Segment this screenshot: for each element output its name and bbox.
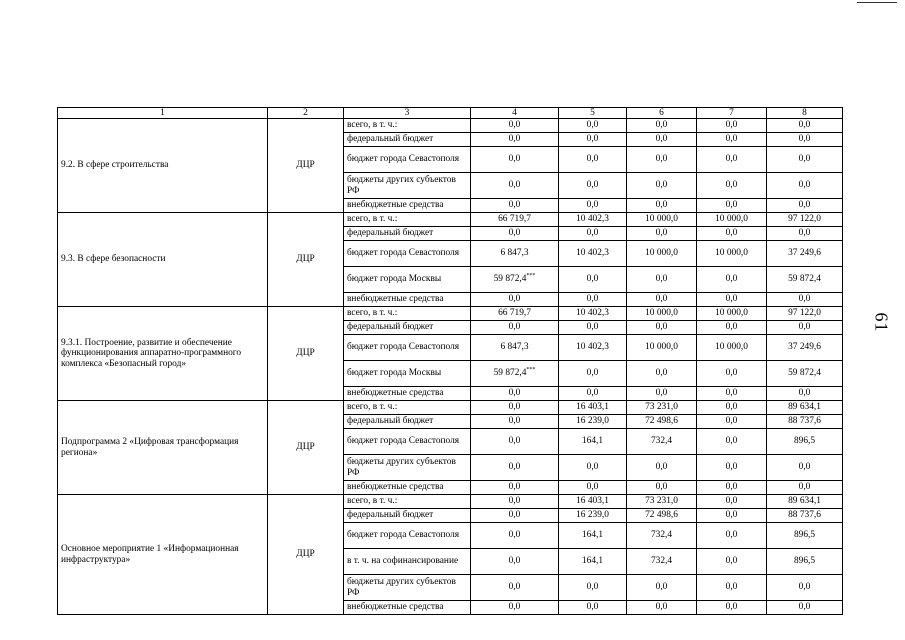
value-cell: 0,0 bbox=[767, 387, 843, 401]
measure-name: Основное мероприятие 1 «Информационная инфраструктура» bbox=[58, 495, 268, 615]
funding-source: всего, в т. ч.: bbox=[344, 401, 471, 415]
table-row bbox=[58, 495, 843, 509]
column-header: 7 bbox=[697, 108, 767, 119]
table-row bbox=[58, 307, 843, 321]
value-cell: 0,0 bbox=[471, 387, 559, 401]
value-cell: 10 402,3 bbox=[559, 213, 627, 227]
value-cell: 0,0 bbox=[697, 227, 767, 241]
funding-source: бюджеты других субъектов РФ bbox=[344, 455, 471, 481]
value-cell: 0,0 bbox=[559, 199, 627, 213]
value-cell: 0,0 bbox=[471, 133, 559, 147]
value-cell: 0,0 bbox=[471, 429, 559, 455]
funding-source: внебюджетные средства bbox=[344, 601, 471, 615]
page-number: 61 bbox=[871, 312, 892, 333]
value-cell: 0,0 bbox=[767, 321, 843, 335]
value-cell: 0,0 bbox=[767, 199, 843, 213]
value-cell: 89 634,1 bbox=[767, 401, 843, 415]
value-cell: 0,0 bbox=[697, 321, 767, 335]
value-cell: 16 403,1 bbox=[559, 495, 627, 509]
value-cell: 164,1 bbox=[559, 549, 627, 575]
responsible-executor: ДЦР bbox=[268, 213, 344, 307]
value-cell: 10 000,0 bbox=[627, 335, 697, 361]
value-cell: 10 402,3 bbox=[559, 241, 627, 267]
value-cell: 732,4 bbox=[627, 523, 697, 549]
value-cell: 0,0 bbox=[471, 401, 559, 415]
value-cell: 0,0 bbox=[697, 509, 767, 523]
value-cell: 0,0 bbox=[471, 575, 559, 601]
value-cell: 896,5 bbox=[767, 429, 843, 455]
measure-name: 9.3.1. Построение, развитие и обеспечение функционирования аппаратно-программного комплекса «Безопасный город» bbox=[58, 307, 268, 401]
funding-source: бюджет города Севастополя bbox=[344, 147, 471, 173]
value-cell: 0,0 bbox=[559, 601, 627, 615]
column-header: 4 bbox=[471, 108, 559, 119]
responsible-executor: ДЦР bbox=[268, 401, 344, 495]
value-cell: 10 000,0 bbox=[627, 241, 697, 267]
funding-source: внебюджетные средства bbox=[344, 293, 471, 307]
value-cell: 732,4 bbox=[627, 429, 697, 455]
value-cell: 0,0 bbox=[697, 361, 767, 387]
value-cell: 0,0 bbox=[697, 415, 767, 429]
value-cell: 732,4 bbox=[627, 549, 697, 575]
value-cell: 0,0 bbox=[471, 601, 559, 615]
funding-source: бюджеты других субъектов РФ bbox=[344, 575, 471, 601]
value-cell: 72 498,6 bbox=[627, 415, 697, 429]
value-cell: 0,0 bbox=[767, 293, 843, 307]
value-cell: 6 847,3 bbox=[471, 335, 559, 361]
value-cell: 6 847,3 bbox=[471, 241, 559, 267]
value-cell: 0,0 bbox=[471, 549, 559, 575]
value-cell: 37 249,6 bbox=[767, 241, 843, 267]
value-cell: 10 402,3 bbox=[559, 307, 627, 321]
value-cell: 0,0 bbox=[697, 549, 767, 575]
column-header: 5 bbox=[559, 108, 627, 119]
value-cell: 0,0 bbox=[697, 147, 767, 173]
value-cell: 0,0 bbox=[627, 455, 697, 481]
measure-name: 9.2. В сфере строительства bbox=[58, 119, 268, 213]
funding-source: внебюджетные средства bbox=[344, 481, 471, 495]
value-cell: 0,0 bbox=[697, 523, 767, 549]
value-cell: 0,0 bbox=[559, 147, 627, 173]
value-cell: 164,1 bbox=[559, 523, 627, 549]
value-cell: 0,0 bbox=[627, 361, 697, 387]
value-cell: 0,0 bbox=[471, 523, 559, 549]
value-cell: 0,0 bbox=[559, 133, 627, 147]
value-cell: 72 498,6 bbox=[627, 509, 697, 523]
value-cell: 0,0 bbox=[767, 147, 843, 173]
value-cell: 0,0 bbox=[767, 455, 843, 481]
value-cell: 89 634,1 bbox=[767, 495, 843, 509]
table-row bbox=[58, 213, 843, 227]
value-cell: 0,0 bbox=[627, 293, 697, 307]
responsible-executor: ДЦР bbox=[268, 495, 344, 615]
value-cell: 0,0 bbox=[471, 321, 559, 335]
funding-source: федеральный бюджет bbox=[344, 227, 471, 241]
funding-source: всего, в т. ч.: bbox=[344, 307, 471, 321]
value-cell: 0,0 bbox=[767, 173, 843, 199]
value-cell: 0,0 bbox=[627, 601, 697, 615]
value-cell: 0,0 bbox=[471, 495, 559, 509]
footnote-mark: *** bbox=[526, 273, 536, 280]
value-cell: 0,0 bbox=[627, 199, 697, 213]
value-cell: 0,0 bbox=[767, 133, 843, 147]
value-cell: 10 000,0 bbox=[627, 307, 697, 321]
value-cell: 0,0 bbox=[767, 227, 843, 241]
column-header: 3 bbox=[344, 108, 471, 119]
value-cell: 10 000,0 bbox=[697, 213, 767, 227]
funding-source: бюджет города Севастополя bbox=[344, 429, 471, 455]
value-cell: 16 239,0 bbox=[559, 415, 627, 429]
value-text: 59 872,4 bbox=[493, 368, 527, 379]
value-cell: 0,0 bbox=[471, 415, 559, 429]
value-cell: 0,0 bbox=[627, 133, 697, 147]
value-cell: 0,0 bbox=[627, 387, 697, 401]
value-cell: 0,0 bbox=[559, 267, 627, 293]
value-cell: 0,0 bbox=[697, 199, 767, 213]
column-header: 2 bbox=[268, 108, 344, 119]
measure-name: Подпрограмма 2 «Цифровая трансформация региона» bbox=[58, 401, 268, 495]
value-cell: 0,0 bbox=[697, 293, 767, 307]
value-cell: 0,0 bbox=[627, 119, 697, 133]
funding-source: всего, в т. ч.: bbox=[344, 213, 471, 227]
value-cell: 16 239,0 bbox=[559, 509, 627, 523]
value-cell: 0,0 bbox=[471, 173, 559, 199]
value-cell: 0,0 bbox=[559, 361, 627, 387]
responsible-executor: ДЦР bbox=[268, 307, 344, 401]
value-cell: 0,0 bbox=[471, 509, 559, 523]
funding-source: бюджет города Севастополя bbox=[344, 523, 471, 549]
scan-edge-mark bbox=[857, 2, 897, 3]
value-cell: 0,0 bbox=[559, 119, 627, 133]
value-cell: 0,0 bbox=[627, 321, 697, 335]
value-cell: 16 403,1 bbox=[559, 401, 627, 415]
value-cell: 0,0 bbox=[697, 429, 767, 455]
table-row bbox=[58, 401, 843, 415]
value-cell: 97 122,0 bbox=[767, 213, 843, 227]
value-cell: 73 231,0 bbox=[627, 401, 697, 415]
funding-source: бюджет города Севастополя bbox=[344, 335, 471, 361]
funding-source: федеральный бюджет bbox=[344, 415, 471, 429]
value-cell: 66 719,7 bbox=[471, 213, 559, 227]
column-header: 6 bbox=[627, 108, 697, 119]
value-cell: 0,0 bbox=[697, 401, 767, 415]
value-cell: 97 122,0 bbox=[767, 307, 843, 321]
value-cell: 0,0 bbox=[697, 495, 767, 509]
funding-source: бюджет города Севастополя bbox=[344, 241, 471, 267]
responsible-executor: ДЦР bbox=[268, 119, 344, 213]
value-cell: 0,0 bbox=[559, 387, 627, 401]
funding-source: федеральный бюджет bbox=[344, 133, 471, 147]
column-number-row bbox=[58, 108, 843, 119]
funding-source: внебюджетные средства bbox=[344, 199, 471, 213]
value-cell bbox=[471, 267, 559, 293]
funding-source: внебюджетные средства bbox=[344, 387, 471, 401]
value-cell: 10 000,0 bbox=[697, 241, 767, 267]
value-cell: 10 000,0 bbox=[627, 213, 697, 227]
value-cell: 0,0 bbox=[767, 601, 843, 615]
value-cell: 0,0 bbox=[559, 173, 627, 199]
value-cell: 0,0 bbox=[767, 481, 843, 495]
value-cell: 0,0 bbox=[559, 481, 627, 495]
value-cell: 0,0 bbox=[471, 455, 559, 481]
value-cell: 88 737,6 bbox=[767, 509, 843, 523]
value-cell: 0,0 bbox=[767, 575, 843, 601]
value-cell: 10 000,0 bbox=[697, 307, 767, 321]
value-cell: 0,0 bbox=[697, 481, 767, 495]
value-cell: 0,0 bbox=[767, 119, 843, 133]
value-cell: 0,0 bbox=[471, 119, 559, 133]
value-cell: 0,0 bbox=[627, 227, 697, 241]
value-cell: 896,5 bbox=[767, 523, 843, 549]
value-cell: 0,0 bbox=[471, 293, 559, 307]
value-cell: 0,0 bbox=[627, 147, 697, 173]
budget-table bbox=[57, 107, 843, 615]
value-cell: 0,0 bbox=[697, 601, 767, 615]
value-cell: 0,0 bbox=[697, 387, 767, 401]
value-cell: 0,0 bbox=[697, 119, 767, 133]
value-cell bbox=[471, 361, 559, 387]
funding-source: федеральный бюджет bbox=[344, 321, 471, 335]
value-cell: 0,0 bbox=[697, 173, 767, 199]
value-cell: 0,0 bbox=[471, 199, 559, 213]
value-cell: 37 249,6 bbox=[767, 335, 843, 361]
funding-source: в т. ч. на софинансирование bbox=[344, 549, 471, 575]
value-cell: 164,1 bbox=[559, 429, 627, 455]
value-cell: 0,0 bbox=[627, 481, 697, 495]
column-header: 8 bbox=[767, 108, 843, 119]
value-cell: 88 737,6 bbox=[767, 415, 843, 429]
measure-name: 9.3. В сфере безопасности bbox=[58, 213, 268, 307]
value-cell: 10 402,3 bbox=[559, 335, 627, 361]
value-cell: 59 872,4 bbox=[767, 361, 843, 387]
funding-source: бюджет города Москвы bbox=[344, 361, 471, 387]
footnote-mark: *** bbox=[526, 367, 536, 374]
value-text: 59 872,4 bbox=[493, 274, 527, 285]
value-cell: 0,0 bbox=[627, 173, 697, 199]
value-cell: 59 872,4 bbox=[767, 267, 843, 293]
value-cell: 0,0 bbox=[697, 267, 767, 293]
value-cell: 0,0 bbox=[559, 455, 627, 481]
value-cell: 0,0 bbox=[559, 321, 627, 335]
value-cell: 0,0 bbox=[627, 575, 697, 601]
value-cell: 0,0 bbox=[471, 147, 559, 173]
value-cell: 10 000,0 bbox=[697, 335, 767, 361]
column-header: 1 bbox=[58, 108, 268, 119]
value-cell: 0,0 bbox=[697, 133, 767, 147]
funding-source: всего, в т. ч.: bbox=[344, 119, 471, 133]
value-cell: 0,0 bbox=[471, 227, 559, 241]
value-cell: 73 231,0 bbox=[627, 495, 697, 509]
value-cell: 0,0 bbox=[559, 293, 627, 307]
value-cell: 66 719,7 bbox=[471, 307, 559, 321]
value-cell: 0,0 bbox=[559, 575, 627, 601]
value-cell: 896,5 bbox=[767, 549, 843, 575]
funding-source: всего, в т. ч.: bbox=[344, 495, 471, 509]
value-cell: 0,0 bbox=[627, 267, 697, 293]
value-cell: 0,0 bbox=[559, 227, 627, 241]
value-cell: 0,0 bbox=[697, 575, 767, 601]
funding-source: федеральный бюджет bbox=[344, 509, 471, 523]
value-cell: 0,0 bbox=[697, 455, 767, 481]
table-row bbox=[58, 119, 843, 133]
funding-source: бюджет города Москвы bbox=[344, 267, 471, 293]
funding-source: бюджеты других субъектов РФ bbox=[344, 173, 471, 199]
value-cell: 0,0 bbox=[471, 481, 559, 495]
